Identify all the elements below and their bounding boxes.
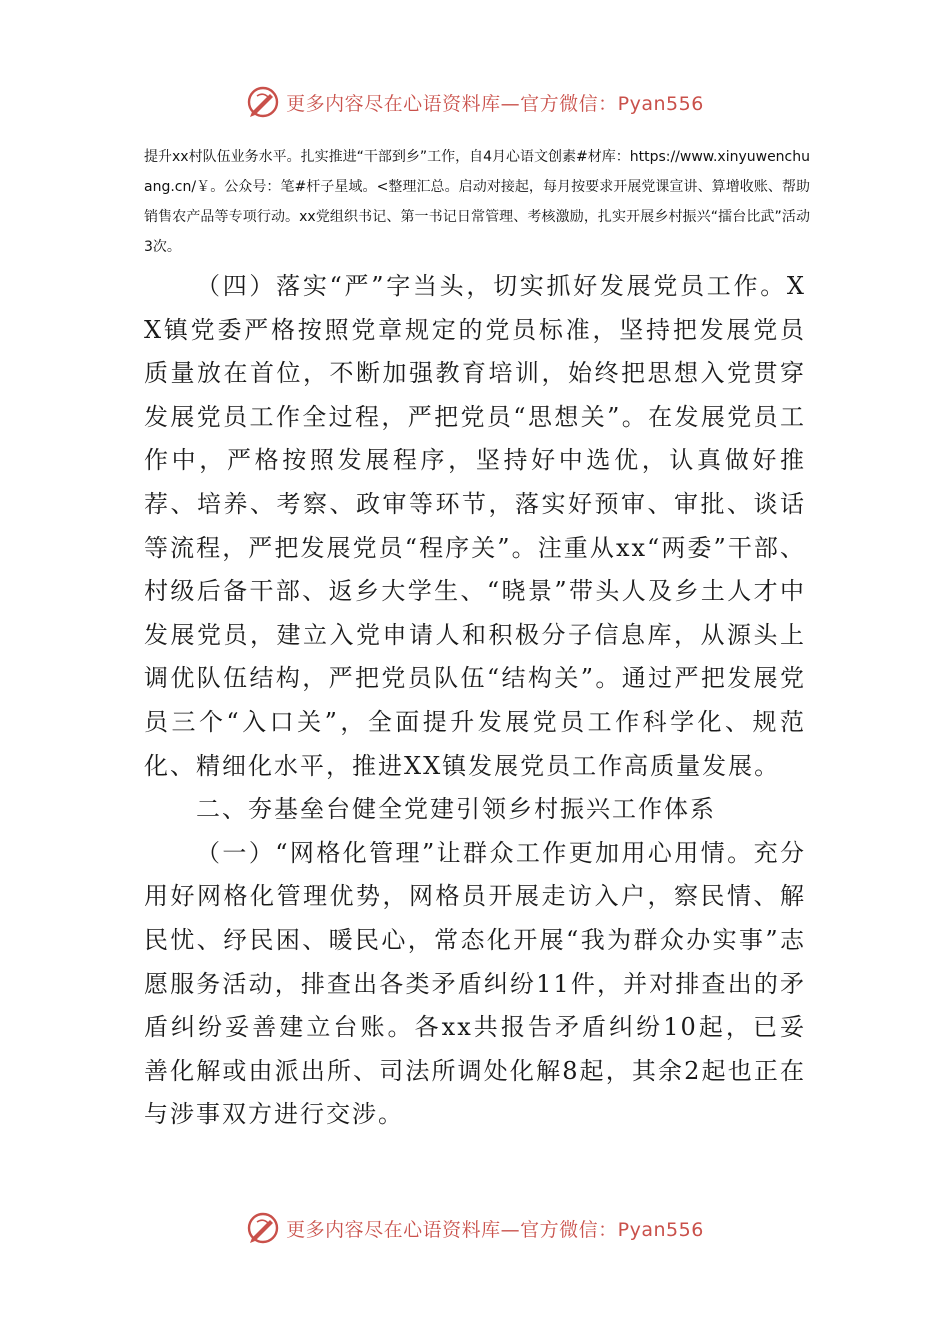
footer-banner-text: 更多内容尽在心语资料库—官方微信：Pyan556 <box>286 1218 704 1241</box>
pen-seal-icon <box>246 1211 280 1245</box>
footer-banner <box>0 1208 950 1248</box>
section-heading: 二、夯基垒台健全党建引领乡村振兴工作体系 <box>196 795 716 824</box>
header-banner <box>0 82 950 122</box>
pen-seal-icon <box>246 85 280 119</box>
header-banner-text: 更多内容尽在心语资料库—官方微信：Pyan556 <box>286 92 704 115</box>
intro-paragraph: 提升xx村队伍业务水平。扎实推进“干部到乡”工作，自4月心语文创素#材库：https://www.xinyuwenchuang.cn/￥。公众号：笔#杆子星域。<整理汇总。启动对接起，每月按要求开展党课宣讲、算增收账、帮助销售农产品等专项行动。xx党组织书记、第一书记日常管理、考核激励，扎实开展乡村振兴“擂台比武”活动3次。 <box>144 149 810 255</box>
document-body <box>144 265 806 1137</box>
section-one-paragraph: （一）“网格化管理”让群众工作更加用心用情。充分用好网格化管理优势，网格员开展走访入户，察民情、解民忧、纾民困、暖民心，常态化开展“我为群众办实事”志愿服务活动，排查出各类矛盾纠纷11件，并对排查出的矛盾纠纷妥善建立台账。各xx共报告矛盾纠纷10起，已妥善化解或由派出所、司法所调处化解8起，其余2起也正在与涉事双方进行交涉。 <box>144 838 806 1129</box>
section-four-paragraph: （四）落实“严”字当头，切实抓好发展党员工作。XX镇党委严格按照党章规定的党员标准，坚持把发展党员质量放在首位，不断加强教育培训，始终把思想入党贯穿发展党员工作全过程，严把党员“思想关”。在发展党员工作中，严格按照发展程序，坚持好中选优，认真做好推荐、培养、考察、政审等环节，落实好预审、审批、谈话等流程，严把发展党员“程序关”。注重从xx“两委”干部、村级后备干部、返乡大学生、“晓景”带头人及乡土人才中发展党员，建立入党申请人和积极分子信息库，从源头上调优队伍结构，严把党员队伍“结构关”。通过严把发展党员三个“入口关”，全面提升发展党员工作科学化、规范化、精细化水平，推进XX镇发展党员工作高质量发展。 <box>144 272 806 780</box>
